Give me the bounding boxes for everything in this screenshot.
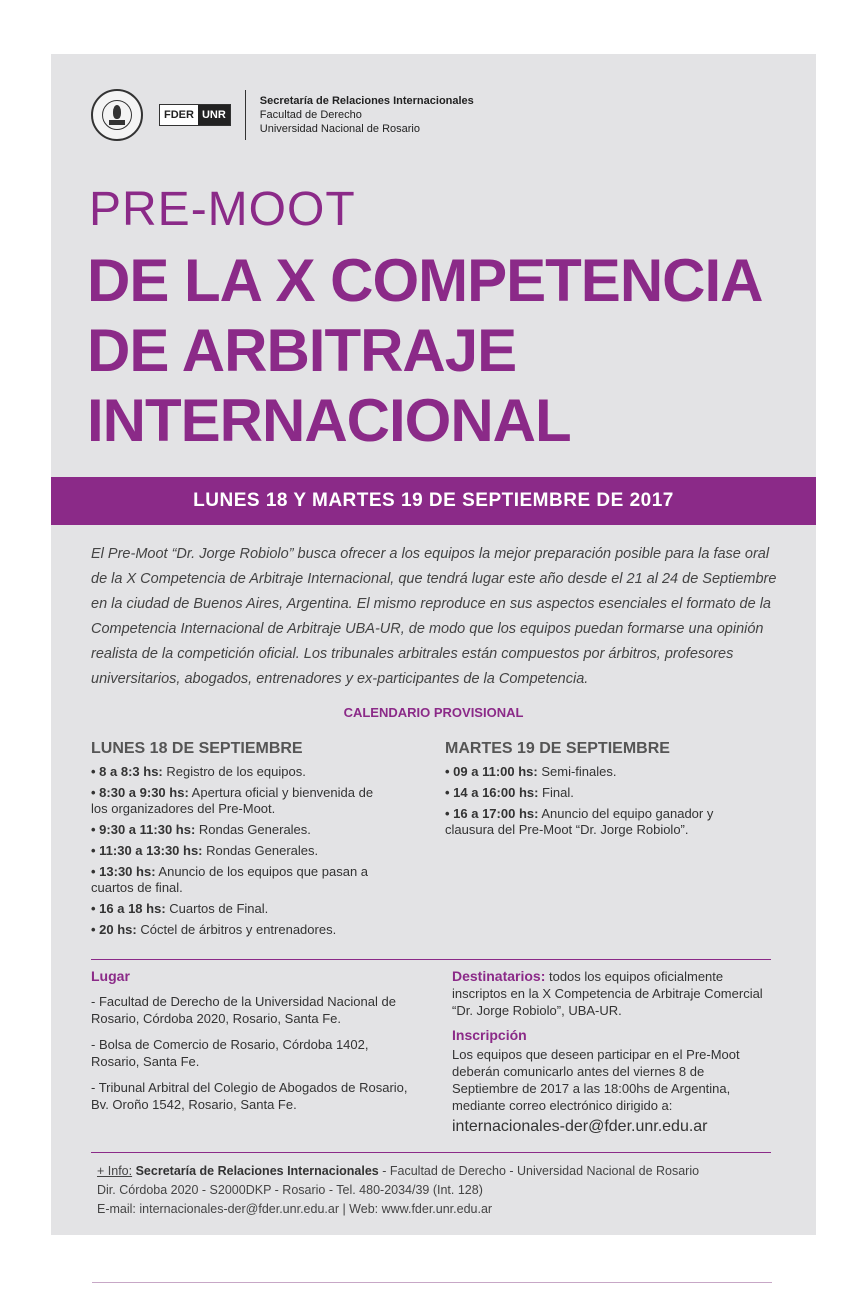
day-1-title: LUNES 18 DE SEPTIEMBRE bbox=[91, 740, 303, 757]
inscripcion-title: Inscripción bbox=[452, 1027, 527, 1043]
divider-line bbox=[91, 959, 771, 960]
schedule-item: • 14 a 16:00 hs: Final. bbox=[445, 785, 574, 800]
lugar-item: - Tribunal Arbitral del Colegio de Abogados de Rosario, Bv. Oroño 1542, Rosario, Santa Fe. bbox=[91, 1080, 408, 1112]
logo-fder-text: FDER bbox=[160, 105, 198, 125]
schedule-item: • 20 hs: Cóctel de árbitros y entrenadores. bbox=[91, 922, 337, 937]
footer-secretaria: Secretaría de Relaciones Internacionales bbox=[135, 1164, 379, 1178]
header-universidad: Universidad Nacional de Rosario bbox=[259, 123, 420, 135]
header-secretaria: Secretaría de Relaciones Internacionales bbox=[259, 95, 474, 107]
title-main bbox=[87, 246, 762, 456]
lugar-title: Lugar bbox=[91, 968, 130, 984]
schedule-item: • 11:30 a 13:30 hs: Rondas Generales. bbox=[91, 843, 319, 858]
logo-unr-text: UNR bbox=[198, 105, 230, 125]
info-label: + Info: bbox=[97, 1164, 133, 1178]
destinatarios-section bbox=[452, 968, 772, 1135]
schedule-item: • 16 a 18 hs: Cuartos de Final. bbox=[91, 901, 269, 916]
destinatarios-label: Destinatarios: bbox=[452, 968, 546, 984]
schedule-item: • 8:30 a 9:30 hs: Apertura oficial y bienvenida de los organizadores del Pre-Moot. bbox=[91, 785, 374, 816]
lugar-section bbox=[91, 968, 411, 1122]
footer-line-3: E-mail: internacionales-der@fder.unr.edu.ar | Web: www.fder.unr.edu.ar bbox=[97, 1202, 493, 1216]
schedule-item: • 8 a 8:3 hs: Registro de los equipos. bbox=[91, 764, 306, 779]
header-institution bbox=[260, 94, 474, 136]
university-seal-icon bbox=[91, 89, 143, 141]
destinatarios-text: Destinatarios: todos los equipos oficialmente inscriptos en la X Competencia de Arbitraje Comercial “Dr. Jorge Robiolo”, UBA-UR. bbox=[452, 968, 763, 1018]
fder-unr-logo bbox=[159, 104, 231, 126]
poster bbox=[51, 54, 816, 1235]
day-2-title: MARTES 19 DE SEPTIEMBRE bbox=[445, 740, 670, 757]
intro-paragraph: El Pre-Moot “Dr. Jorge Robiolo” busca ofrecer a los equipos la mejor preparación posible para la fase oral de la X Competencia de Arbitraje Internacional, que tendrá lugar este año desde el 21 al 24 de Septiembre en la ciudad de Buenos Aires, Argentina. El mismo reproduce en sus aspectos esenciales el formato de la Competencia Internacional de Arbitraje UBA-UR, de modo que los equipos puedan formarse una opinión realista de la competición oficial. Los tribunales arbitrales están compuestos por árbitros, profesores universitarios, abogados, entrenadores y ex-participantes de la Competencia. bbox=[91, 546, 777, 687]
title-pre-moot: PRE-MOOT bbox=[89, 183, 356, 236]
bottom-divider bbox=[92, 1282, 772, 1283]
schedule-item: • 09 a 11:00 hs: Semi-finales. bbox=[445, 764, 617, 779]
calendar-day-1 bbox=[91, 740, 391, 943]
title-line-3: INTERNACIONAL bbox=[87, 387, 571, 454]
inscripcion-text: Los equipos que deseen participar en el Pre-Moot deberán comunicarlo antes del viernes 8 de Septiembre de 2017 a las 18:00hs de Argentina, mediante correo electrónico dirigido a: bbox=[452, 1047, 740, 1113]
schedule-item: • 16 a 17:00 hs: Anuncio del equipo ganador y clausura del Pre-Moot “Dr. Jorge Robiolo”. bbox=[445, 806, 714, 837]
date-band: LUNES 18 Y MARTES 19 DE SEPTIEMBRE DE 2017 bbox=[51, 477, 816, 525]
schedule-item: • 9:30 a 11:30 hs: Rondas Generales. bbox=[91, 822, 311, 837]
footer-line-1: + Info: Secretaría de Relaciones Internacionales - Facultad de Derecho - Universidad Nacional de Rosario bbox=[97, 1164, 700, 1178]
footer bbox=[97, 1162, 777, 1219]
header-facultad: Facultad de Derecho bbox=[259, 109, 362, 121]
header-divider bbox=[245, 90, 246, 140]
calendar-heading: CALENDARIO PROVISIONAL bbox=[343, 705, 524, 720]
lugar-item: - Facultad de Derecho de la Universidad Nacional de Rosario, Córdoba 2020, Rosario, Santa Fe. bbox=[91, 994, 396, 1026]
schedule-item: • 13:30 hs: Anuncio de los equipos que pasan a cuartos de final. bbox=[91, 864, 369, 895]
divider-line bbox=[91, 1152, 771, 1153]
email-link[interactable]: internacionales-der@fder.unr.edu.ar bbox=[452, 1118, 708, 1135]
header bbox=[91, 88, 474, 142]
lugar-item: - Bolsa de Comercio de Rosario, Córdoba 1402, Rosario, Santa Fe. bbox=[91, 1037, 369, 1069]
title-line-2: DE ARBITRAJE bbox=[87, 317, 517, 384]
footer-line-2: Dir. Córdoba 2020 - S2000DKP - Rosario - Tel. 480-2034/39 (Int. 128) bbox=[97, 1183, 483, 1197]
title-line-1: DE LA X COMPETENCIA bbox=[87, 247, 763, 314]
calendar-day-2 bbox=[445, 740, 745, 843]
